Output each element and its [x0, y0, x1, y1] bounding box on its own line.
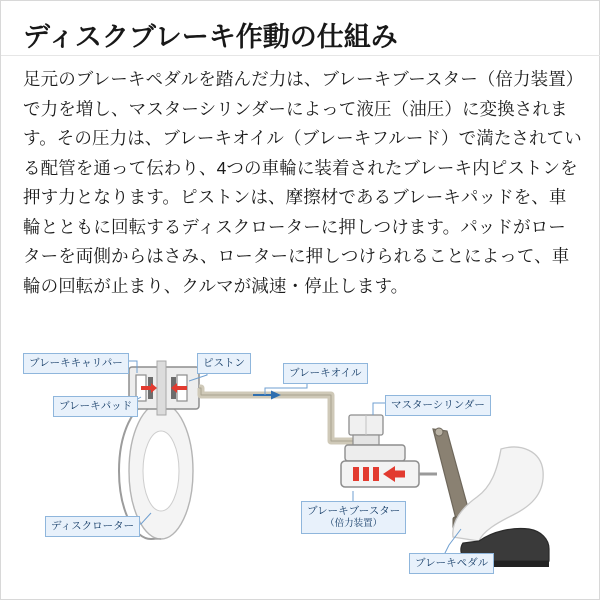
label-brake-booster-main: ブレーキブースター — [307, 505, 401, 517]
label-brake-booster — [301, 501, 406, 534]
label-master-cylinder: マスターシリンダー — [385, 395, 491, 416]
brake-line-graphic — [199, 388, 353, 441]
label-brake-pad: ブレーキパッド — [53, 396, 138, 417]
label-brake-caliper: ブレーキキャリパー — [23, 353, 129, 374]
title-divider — [1, 55, 600, 56]
body-text — [23, 65, 583, 301]
label-brake-oil: ブレーキオイル — [283, 363, 368, 384]
body-paragraph: 足元のブレーキペダルを踏んだ力は、ブレーキブースター（倍力装置）で力を増し、マスターシリンダーによって液圧（油圧）に変換されます。その圧力は、ブレーキオイル（ブレーキフルード）で満たされている配管を通って伝わり、4つの車輪に装着されたブレーキ内ピストンを押す力となります。ピストンは、摩擦材であるブレーキパッドを、車輪とともに回転するディスクローターに押しつけます。パッドがローターを両側からはさみ、ローターに押しつけられることによって、車輪の回転が止まり、クルマが減速・停止します。 — [23, 69, 582, 296]
brake-booster-graphic — [341, 461, 437, 487]
master-cylinder-graphic — [345, 415, 405, 461]
label-piston: ピストン — [197, 353, 251, 374]
foot-graphic — [453, 447, 549, 567]
label-brake-pedal: ブレーキペダル — [409, 553, 494, 574]
label-brake-booster-sub: （倍力装置） — [325, 517, 383, 529]
brake-system-diagram — [1, 331, 600, 601]
caliper-graphic — [129, 361, 199, 415]
page-title: ディスクブレーキ作動の仕組み — [23, 22, 398, 52]
label-disc-rotor: ディスクローター — [45, 516, 140, 537]
